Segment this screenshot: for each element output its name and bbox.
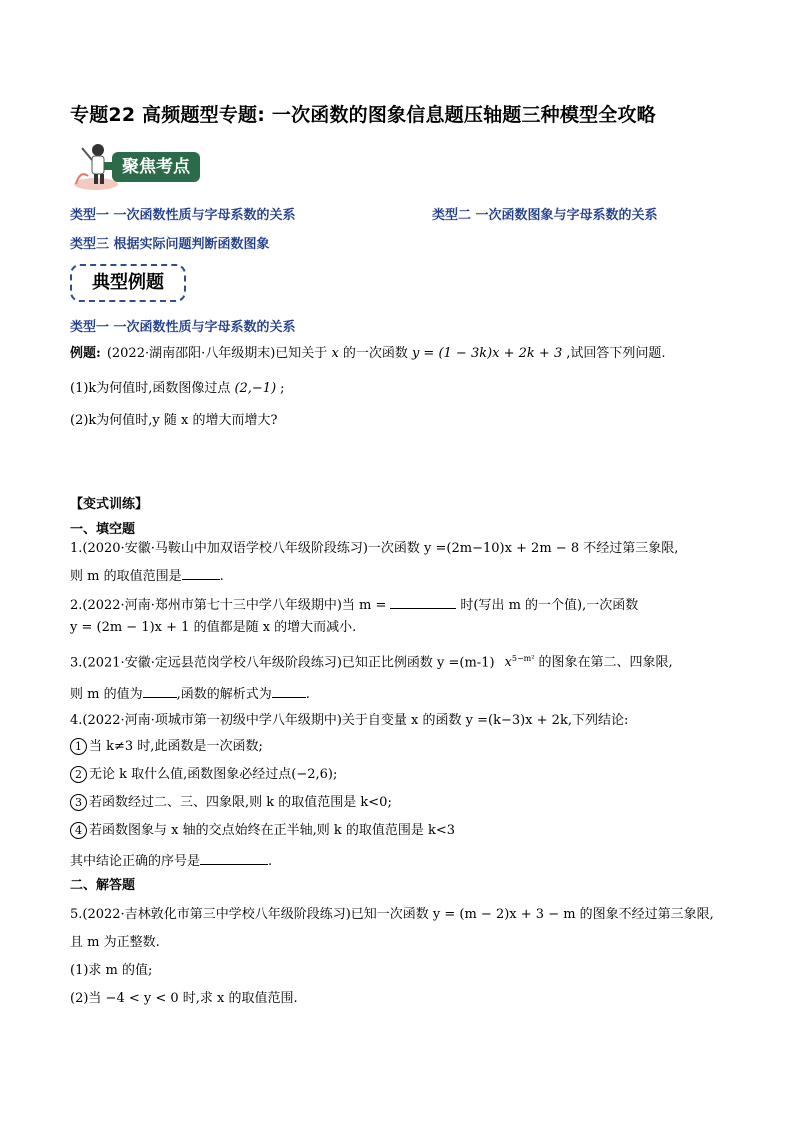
example-after-x: 的一次函数 <box>342 346 408 361</box>
q4-item-2 <box>70 766 337 784</box>
example-box: 典型例题 <box>70 264 186 302</box>
example-lead: 例题: <box>70 346 101 361</box>
example-q1-text: (1)k为何值时,函数图像过点 <box>70 381 231 396</box>
q3-exp-sup: 5−m² <box>511 654 535 663</box>
q5-sub1: (1)求 m 的值; <box>70 963 153 978</box>
q2-line1-end: 时(写出 m 的一个值),一次函数 <box>460 598 639 613</box>
example-statement: 例题: (2022·湖南邵阳·八年级期末)已知关于 x 的一次函数 y = (1 − 3k)x + 2k + 3 ,试回答下列问题. <box>70 346 666 361</box>
type-one-heading: 类型一 一次函数性质与字母系数的关系 <box>70 320 296 335</box>
q5-sub2: (2)当 −4 < y < 0 时,求 x 的取值范围. <box>70 991 298 1006</box>
q4-item-1-text: 当 k≠3 时,此函数是一次函数; <box>89 739 263 754</box>
q3-line2-end: . <box>305 687 310 702</box>
q3-line1 <box>70 650 673 672</box>
q1-line2 <box>70 565 224 586</box>
q5-line2: 且 m 为正整数. <box>70 935 160 950</box>
example-q1-end: ; <box>280 381 285 396</box>
q4-conclusion <box>70 850 272 871</box>
example-tail: ,试回答下列问题. <box>566 346 666 361</box>
q4-item-3-text: 若函数经过二、三、四象限,则 k 的取值范围是 k<0; <box>89 795 392 810</box>
q4-item-4 <box>70 822 455 840</box>
q1-line2-end: . <box>219 569 224 584</box>
q4-conclusion-text: 其中结论正确的序号是 <box>70 854 201 869</box>
q3-value-blank[interactable] <box>143 683 177 698</box>
example-q1 <box>70 380 285 398</box>
q2-line2: y = (2m − 1)x + 1 的值都是随 x 的增大而减小. <box>70 620 357 635</box>
q2-line1 <box>70 594 638 615</box>
type-one-link: 类型一 一次函数性质与字母系数的关系 <box>70 208 296 223</box>
q4-item-1 <box>70 738 263 756</box>
q4-item-3-number: 3 <box>70 794 87 811</box>
answer-section-heading: 二、解答题 <box>70 878 136 893</box>
q2-line1-text: 2.(2022·河南·郑州市第七十三中学八年级期中)当 m = <box>70 598 387 613</box>
example-source: (2022·湖南邵阳·八年级期末)已知关于 <box>106 346 328 361</box>
variant-heading: 【变式训练】 <box>70 497 149 512</box>
q3-line1-text: 3.(2021·安徽·定远县范岗学校八年级阶段练习)已知正比例函数 y =(m-1) <box>70 655 495 671</box>
q4-item-4-number: 4 <box>70 822 87 839</box>
q3-line1-end: 的图象在第二、四象限, <box>538 655 673 671</box>
q4-answer-blank[interactable] <box>200 850 268 865</box>
q3-line2-mid: ,函数的解析式为 <box>176 687 272 702</box>
q3-line2 <box>70 683 310 704</box>
type-two-link: 类型二 一次函数图象与字母系数的关系 <box>432 208 658 223</box>
example-formula: y = (1 − 3k)x + 2k + 3 <box>411 346 563 361</box>
example-q2: (2)k为何值时,y 随 x 的增大而增大? <box>70 413 278 428</box>
q1-line2-text: 则 m 的取值范围是 <box>70 569 182 584</box>
q4-item-4-text: 若函数图象与 x 轴的交点始终在正半轴,则 k 的取值范围是 k<3 <box>89 823 456 838</box>
q3-line2-text: 则 m 的值为 <box>70 687 143 702</box>
fill-section-heading: 一、填空题 <box>70 522 136 537</box>
q1-line1: 1.(2020·安徽·马鞍山中加双语学校八年级阶段练习)一次函数 y =(2m−10)x + 2m − 8 不经过第三象限, <box>70 541 679 556</box>
q1-answer-blank[interactable] <box>182 565 220 580</box>
q4-item-2-text: 无论 k 取什么值,函数图象必经过点(−2,6); <box>89 767 338 782</box>
q2-answer-blank[interactable] <box>390 594 456 609</box>
focus-banner <box>70 140 210 192</box>
q4-line1: 4.(2022·河南·项城市第一初级中学八年级期中)关于自变量 x 的函数 y =(k−3)x + 2k,下列结论: <box>70 713 629 728</box>
q3-exp-base: x <box>504 655 512 671</box>
q4-conclusion-end: . <box>268 854 273 869</box>
q4-item-1-number: 1 <box>70 738 87 755</box>
q4-item-2-number: 2 <box>70 766 87 783</box>
focus-label: 聚焦考点 <box>112 152 200 182</box>
example-q1-point: (2,−1) <box>234 381 277 396</box>
q4-item-3 <box>70 794 392 812</box>
q3-formula-blank[interactable] <box>272 683 306 698</box>
type-three-link: 类型三 根据实际问题判断函数图象 <box>70 237 270 252</box>
q5-line1: 5.(2022·吉林敦化市第三中学校八年级阶段练习)已知一次函数 y = (m − 2)x + 3 − m 的图象不经过第三象限, <box>70 907 714 922</box>
document-title: 专题22 高频题型专题: 一次函数的图象信息题压轴题三种模型全攻略 <box>70 104 656 126</box>
